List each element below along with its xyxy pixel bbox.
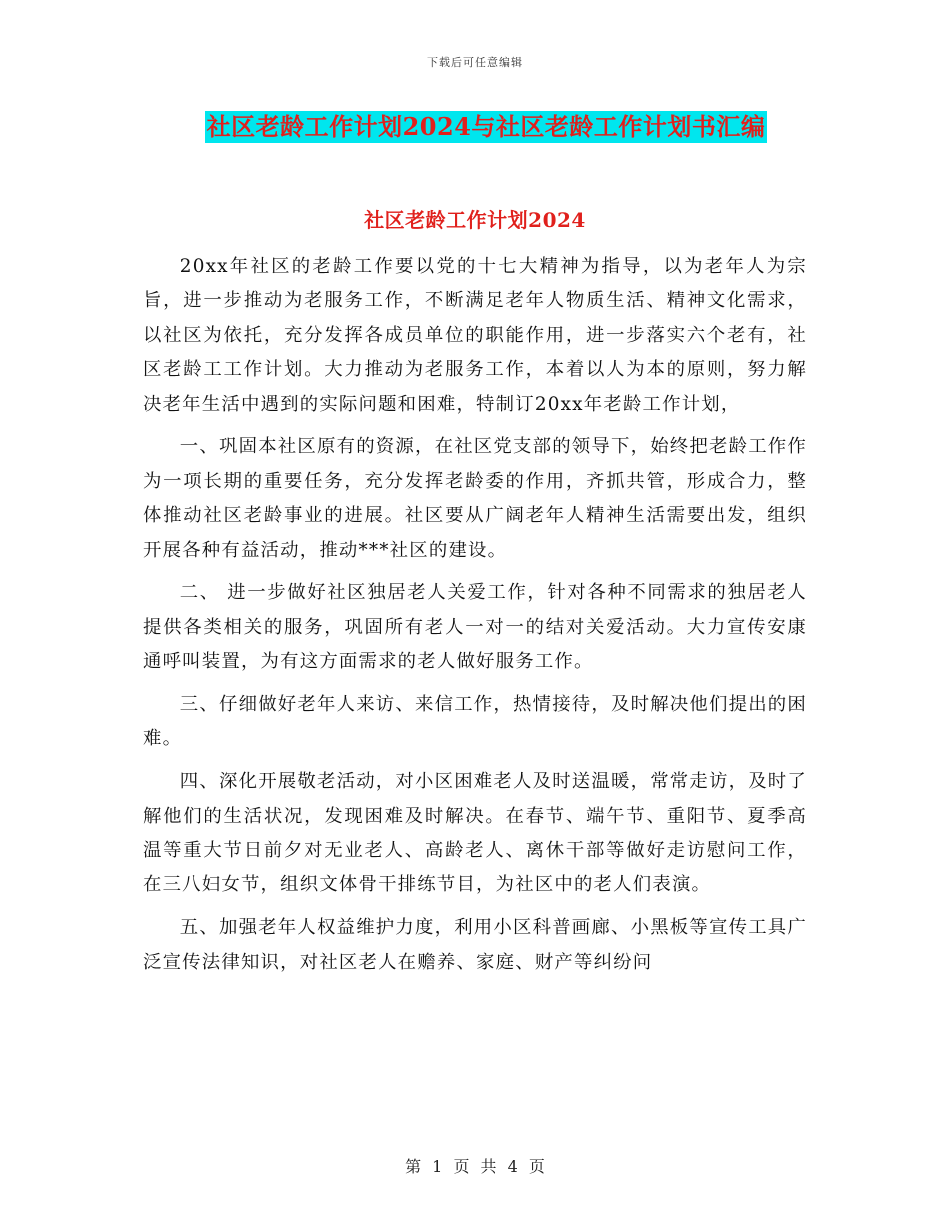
paragraph-item-1: 一、巩固本社区原有的资源，在社区党支部的领导下，始终把老龄工作作为一项长期的重要任务，充分发挥老龄委的作用，齐抓共管，形成合力，整体推动社区老龄事业的进展。社区要从广阔老年人精神生活需要出发，组织开展各种有益活动，推动***社区的建设。 [143,436,807,561]
page-header-note: 下载后可任意编辑 [427,56,523,69]
section-title: 社区老龄工作计划2024 [364,208,586,232]
document-main-title: 社区老龄工作计划2024与社区老龄工作计划书汇编 [206,112,766,141]
document-body [143,250,807,988]
paragraph-intro: 20xx年社区的老龄工作要以党的十七大精神为指导，以为老年人为宗旨，进一步推动为老服务工作，不断满足老年人物质生活、精神文化需求，以社区为依托，充分发挥各成员单位的职能作用，进一步落实六个老有，社区老龄工工作计划。大力推动为老服务工作，本着以人为本的原则，努力解决老年生活中遇到的实际问题和困难，特制订20xx年老龄工作计划， [143,256,807,415]
page-number-footer: 第 1 页 共 4 页 [405,1157,545,1176]
paragraph-item-3: 三、仔细做好老年人来访、来信工作，热情接待，及时解决他们提出的困难。 [143,694,807,750]
paragraph-item-5: 五、加强老年人权益维护力度，利用小区科普画廊、小黑板等宣传工具广泛宣传法律知识，对社区老人在赡养、家庭、财产等纠纷问 [143,917,807,973]
paragraph-item-4: 四、深化开展敬老活动，对小区困难老人及时送温暖，常常走访，及时了解他们的生活状况，发现困难及时解决。在春节、端午节、重阳节、夏季高温等重大节日前夕对无业老人、高龄老人、离休干部等做好走访慰问工作，在三八妇女节，组织文体骨干排练节目，为社区中的老人们表演。 [143,771,807,896]
main-title-container [0,111,950,143]
paragraph-item-2: 二、 进一步做好社区独居老人关爱工作，针对各种不同需求的独居老人提供各类相关的服务，巩固所有老人一对一的结对关爱活动。大力宣传安康通呼叫装置，为有这方面需求的老人做好服务工作。 [143,582,807,673]
